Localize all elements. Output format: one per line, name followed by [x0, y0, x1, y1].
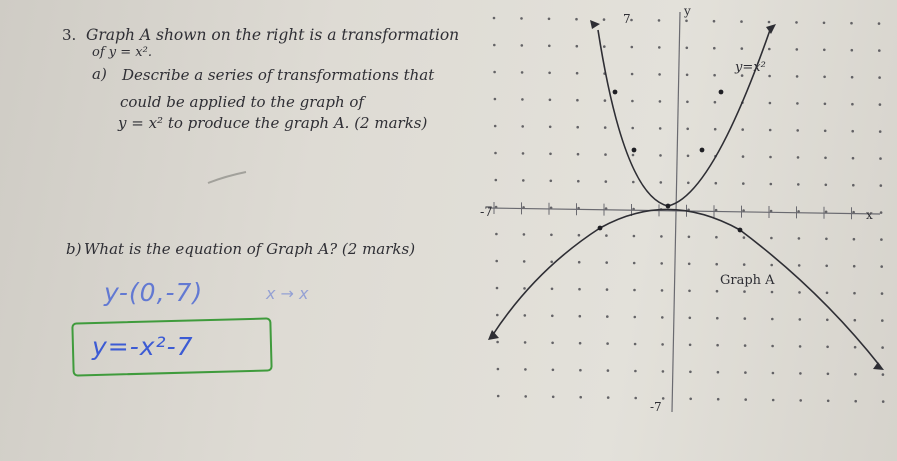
grid-dot: [633, 289, 636, 292]
grid-dot: [495, 233, 498, 236]
grid-dot: [713, 74, 716, 77]
grid-dot: [796, 102, 799, 105]
grid-dot: [605, 261, 608, 264]
grid-dot: [606, 342, 609, 345]
grid-dot: [686, 101, 689, 104]
grid-dot: [579, 315, 582, 318]
part-a-text-line2: could be applied to the graph of: [120, 93, 364, 111]
grid-dot: [579, 342, 582, 345]
grid-dot: [770, 237, 773, 240]
grid-dot: [607, 396, 610, 399]
grid-dot: [659, 100, 662, 103]
grid-dot: [552, 396, 555, 399]
grid-dot: [495, 260, 498, 263]
grid-dot: [551, 315, 554, 318]
grid-dot: [741, 128, 744, 131]
grid-dot: [659, 127, 662, 130]
grid-dot: [827, 373, 830, 376]
grid-dot: [689, 398, 692, 401]
grid-dot: [853, 238, 856, 241]
grid-dot: [493, 71, 496, 74]
grid-dot: [634, 343, 637, 346]
grid-dot: [716, 317, 719, 320]
grid-dot: [768, 21, 771, 24]
grid-dot: [603, 18, 606, 21]
grid-dot: [879, 103, 882, 106]
grid-dot: [827, 400, 830, 403]
grid-dot: [881, 346, 884, 349]
grid-dot: [631, 100, 634, 103]
grid-dot: [631, 73, 634, 76]
grid-dot: [497, 395, 500, 398]
question-text-line2: of y = x².: [92, 45, 152, 60]
grid-dot: [494, 98, 497, 101]
grid-dot: [662, 370, 665, 373]
y-axis-bottom-tick-label: -7: [650, 400, 662, 414]
plotted-point: [700, 148, 705, 153]
grid-dot: [882, 373, 885, 376]
grid-dot: [852, 184, 855, 187]
grid-dot: [880, 184, 883, 187]
grid-dot: [796, 48, 799, 51]
grid-dot: [744, 371, 747, 374]
grid-dot: [687, 182, 690, 185]
grid-dot: [823, 22, 826, 25]
grid-dot: [578, 288, 581, 291]
x-axis-left-tick-label: -7: [480, 205, 493, 220]
grid-dot: [523, 260, 526, 263]
graph-a-curve: [492, 209, 880, 366]
grid-dot: [824, 103, 827, 106]
grid-dot: [878, 76, 881, 79]
grid-dot: [605, 180, 608, 183]
grid-dot: [854, 400, 857, 403]
grid-dot: [795, 21, 798, 24]
grid-dot: [603, 45, 606, 48]
grid-dot: [768, 75, 771, 78]
plotted-point: [613, 90, 618, 95]
grid-dot: [851, 103, 854, 106]
grid-dot: [716, 344, 719, 347]
grid-dot: [521, 44, 524, 47]
grid-dot: [744, 398, 747, 401]
grid-dot: [799, 318, 802, 321]
grid-dot: [604, 126, 607, 129]
part-a-label: a): [92, 65, 107, 83]
grid-dot: [851, 130, 854, 133]
grid-dot: [799, 399, 802, 402]
grid-dot: [494, 152, 497, 155]
grid-dot: [577, 180, 580, 183]
grid-dot: [689, 371, 692, 374]
grid-dot: [632, 181, 635, 184]
part-a-text-line3: y = x² to produce the graph A. (2 marks): [118, 114, 428, 132]
grid-dot: [796, 75, 799, 78]
grid-dot: [824, 157, 827, 160]
grid-dot: [577, 153, 580, 156]
grid-dot: [661, 289, 664, 292]
grid-dot: [660, 262, 663, 265]
part-b-text: What is the equation of Graph A? (2 marks): [84, 240, 416, 258]
grid-dot: [796, 129, 799, 132]
grid-dot: [522, 152, 525, 155]
grid-dot: [578, 234, 581, 237]
grid-dot: [881, 319, 884, 322]
arrowhead-right-top: [766, 24, 776, 34]
grid-dot: [741, 47, 744, 50]
grid-dot: [797, 183, 800, 186]
plotted-point: [632, 148, 637, 153]
grid-dot: [604, 99, 607, 102]
grid-dot: [686, 47, 689, 50]
arrowhead-right-bottom: [873, 362, 884, 370]
grid-dot: [743, 263, 746, 266]
grid-dot: [715, 182, 718, 185]
grid-dot: [521, 98, 524, 101]
grid-dot: [853, 292, 856, 295]
grid-dot: [607, 369, 610, 372]
grid-dot: [658, 19, 661, 22]
grid-dot: [799, 372, 802, 375]
grid-dot: [689, 317, 692, 320]
grid-dot: [496, 287, 499, 290]
grid-dot: [851, 49, 854, 52]
grid-dot: [882, 400, 885, 403]
grid-dot: [854, 346, 857, 349]
grid-dot: [551, 288, 554, 291]
grid-dot: [853, 265, 856, 268]
grid-dot: [493, 17, 496, 20]
grid-dot: [825, 184, 828, 187]
grid-dot: [634, 316, 637, 319]
grid-dot: [798, 291, 801, 294]
grid-dot: [493, 44, 496, 47]
graph-a-label: Graph A: [720, 273, 775, 288]
grid-dot: [551, 342, 554, 345]
grid-dot: [714, 101, 717, 104]
grid-dot: [606, 315, 609, 318]
grid-dot: [850, 22, 853, 25]
grid-dot: [552, 369, 555, 372]
grid-dot: [496, 341, 499, 344]
grid-dot: [824, 130, 827, 133]
grid-dot: [658, 46, 661, 49]
grid-dot: [497, 368, 500, 371]
grid-dot: [605, 234, 608, 237]
grid-dot: [523, 287, 526, 290]
handwritten-vertex-note: y-(0,-7): [104, 278, 204, 307]
grid-dot: [632, 154, 635, 157]
grid-dot: [576, 72, 579, 75]
grid-dot: [878, 22, 881, 25]
grid-dot: [715, 263, 718, 266]
grid-dot: [578, 261, 581, 264]
arrowhead-left-top: [590, 20, 600, 29]
grid-dot: [771, 318, 774, 321]
grid-dot: [548, 18, 551, 21]
grid-dot: [798, 237, 801, 240]
grid-dot: [634, 370, 637, 373]
grid-dot: [549, 126, 552, 129]
grid-dot: [634, 397, 637, 400]
grid-dot: [854, 373, 857, 376]
grid-dot: [495, 179, 498, 182]
grid-dot: [633, 235, 636, 238]
question-number: 3.: [62, 26, 77, 44]
grid-dot: [604, 153, 607, 156]
grid-dot: [880, 238, 883, 241]
plotted-point: [738, 228, 743, 233]
grid-dot: [686, 74, 689, 77]
grid-dot: [772, 372, 775, 375]
arrowhead-left-bottom: [488, 330, 499, 340]
handwritten-answer: y=-x²-7: [92, 332, 194, 361]
grid-dot: [521, 125, 524, 128]
grid-dot: [852, 157, 855, 160]
grid-dot: [688, 263, 691, 266]
grid-dot: [880, 265, 883, 268]
y-axis-top-tick-label: 7: [623, 12, 631, 26]
grid-dot: [717, 398, 720, 401]
grid-dot: [661, 343, 664, 346]
grid-dot: [769, 156, 772, 159]
grid-dot: [770, 183, 773, 186]
grid-dot: [769, 102, 772, 105]
grid-dot: [825, 238, 828, 241]
grid-dot: [549, 153, 552, 156]
grid-dot: [769, 129, 772, 132]
grid-dot: [797, 156, 800, 159]
grid-dot: [713, 47, 716, 50]
grid-dot: [520, 17, 523, 20]
grid-dot: [826, 319, 829, 322]
grid-dot: [496, 314, 499, 317]
grid-dot: [826, 292, 829, 295]
grid-dot: [658, 73, 661, 76]
grid-dot: [550, 180, 553, 183]
grid-dot: [662, 397, 665, 400]
grid-dot: [716, 290, 719, 293]
parabola-y-equals-x-squared: [598, 30, 770, 206]
grid-dot: [661, 316, 664, 319]
grid-dots: [493, 17, 885, 403]
grid-dot: [576, 99, 579, 102]
grid-dot: [879, 130, 882, 133]
grid-dot: [825, 265, 828, 268]
plotted-point: [598, 226, 603, 231]
grid-dot: [878, 49, 881, 52]
grid-dot: [576, 45, 579, 48]
grid-dot: [879, 157, 882, 160]
y-axis: [672, 12, 680, 412]
grid-dot: [715, 236, 718, 239]
grid-dot: [521, 71, 524, 74]
grid-dot: [771, 291, 774, 294]
grid-dot: [606, 288, 609, 291]
grid-dot: [772, 399, 775, 402]
y-axis-label: y: [684, 4, 691, 18]
grid-dot: [740, 20, 743, 23]
grid-dot: [742, 155, 745, 158]
grid-dot: [687, 155, 690, 158]
grid-dot: [631, 46, 634, 49]
grid-dot: [743, 290, 746, 293]
grid-dot: [743, 236, 746, 239]
plotted-point: [719, 90, 724, 95]
grid-dot: [799, 345, 802, 348]
grid-dot: [689, 344, 692, 347]
parabola-label: y=x²: [735, 60, 766, 75]
grid-dot: [771, 345, 774, 348]
grid-dot: [713, 20, 716, 23]
grid-dot: [659, 154, 662, 157]
grid-dot: [660, 235, 663, 238]
grid-dot: [742, 182, 745, 185]
grid-dot: [549, 99, 552, 102]
grid-dot: [579, 396, 582, 399]
question-text-line1: Graph A shown on the right is a transformation: [86, 26, 460, 44]
grid-dot: [548, 72, 551, 75]
grid-dot: [575, 18, 578, 21]
grid-dot: [494, 125, 497, 128]
grid-dot: [685, 20, 688, 23]
plotted-point: [666, 204, 671, 209]
grid-dot: [826, 346, 829, 349]
grid-dot: [524, 314, 527, 317]
grid-dot: [768, 48, 771, 51]
grid-dot: [770, 264, 773, 267]
grid-dot: [798, 264, 801, 267]
grid-dot: [880, 211, 883, 214]
grid-dot: [548, 45, 551, 48]
grid-dot: [576, 126, 579, 129]
grid-dot: [881, 292, 884, 295]
grid-dot: [686, 128, 689, 131]
grid-dot: [854, 319, 857, 322]
grid-dot: [660, 181, 663, 184]
grid-dot: [523, 233, 526, 236]
grid-dot: [851, 76, 854, 79]
grid-dot: [524, 368, 527, 371]
grid-dot: [717, 371, 720, 374]
grid-dot: [550, 261, 553, 264]
handwritten-reflection-note: x → x: [266, 284, 309, 303]
grid-dot: [524, 341, 527, 344]
grid-dot: [688, 236, 691, 239]
grid-dot: [744, 317, 747, 320]
grid-dot: [823, 49, 826, 52]
grid-dot: [714, 128, 717, 131]
grid-dot: [522, 179, 525, 182]
grid-dot: [744, 344, 747, 347]
grid-dot: [631, 127, 634, 130]
part-a-text-line1: Describe a series of transformations that: [122, 66, 435, 84]
grid-dot: [823, 76, 826, 79]
part-b-label: b): [66, 240, 82, 258]
grid-dot: [550, 234, 553, 237]
x-axis-label: x: [866, 208, 873, 222]
grid-dot: [524, 395, 527, 398]
grid-dot: [633, 262, 636, 265]
grid-dot: [579, 369, 582, 372]
grid-dot: [688, 290, 691, 293]
